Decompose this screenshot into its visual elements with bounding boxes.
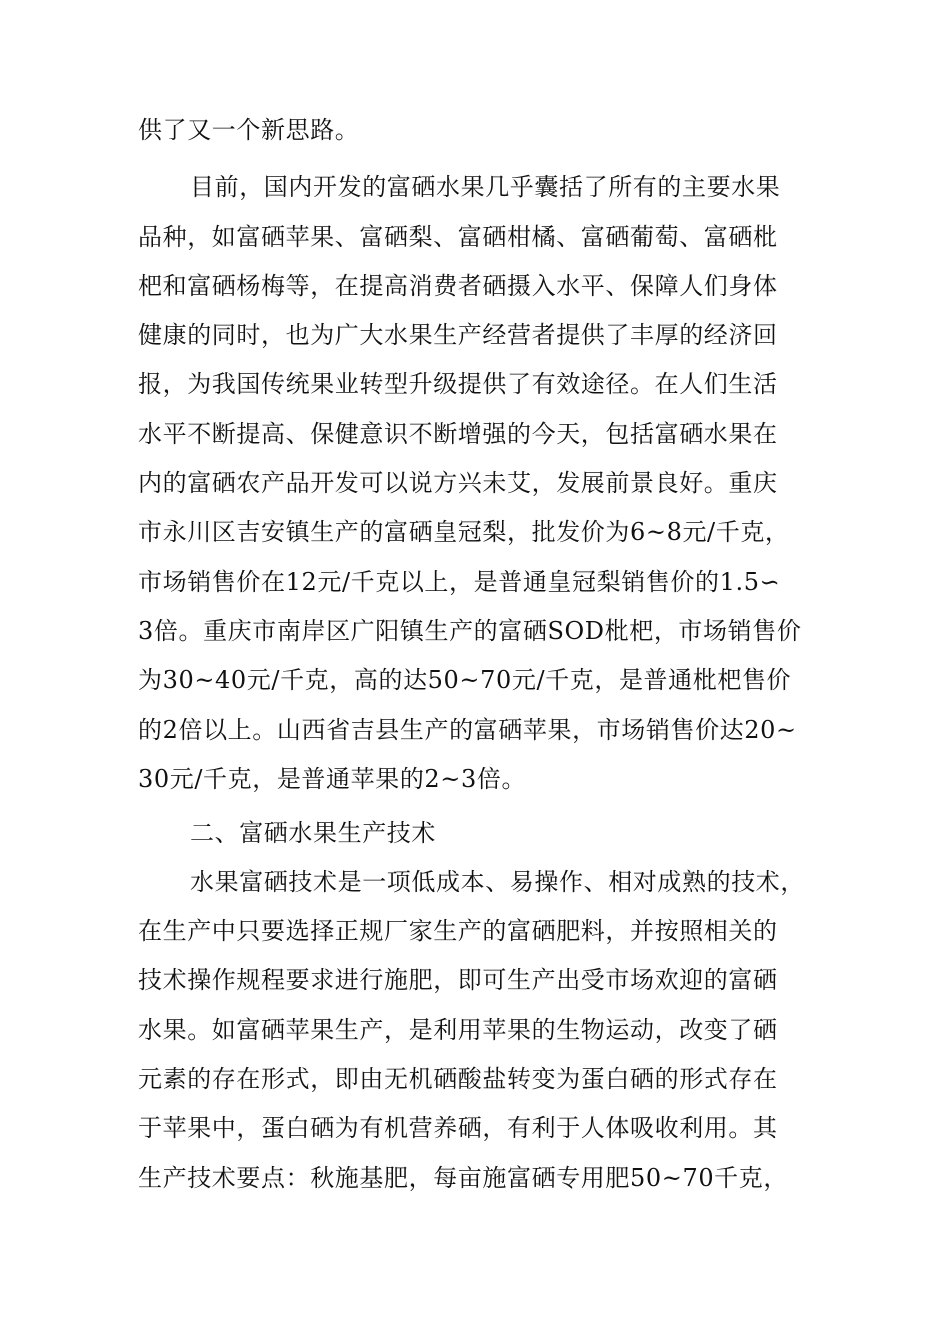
text-line-18: 技术操作规程要求进行施肥，即可生产出受市场欢迎的富硒 <box>138 966 778 994</box>
text-line-8: 内的富硒农产品开发可以说方兴未艾，发展前景良好。重庆 <box>138 469 778 497</box>
text-line-5: 健康的同时，也为广大水果生产经营者提供了丰厚的经济回 <box>138 321 778 349</box>
text-line-7: 水平不断提高、保健意识不断增强的今天，包括富硒水果在 <box>138 420 778 448</box>
text-line-9: 市永川区吉安镇生产的富硒皇冠梨，批发价为6~8元/千克， <box>138 518 790 546</box>
text-line-6: 报，为我国传统果业转型升级提供了有效途径。在人们生活 <box>138 370 778 398</box>
text-line-11: 3倍。重庆市南岸区广阳镇生产的富硒SOD枇杷，市场销售价 <box>138 617 802 645</box>
text-line-20: 元素的存在形式，即由无机硒酸盐转变为蛋白硒的形式存在 <box>138 1065 778 1093</box>
text-line-22: 生产技术要点：秋施基肥，每亩施富硒专用肥50~70千克， <box>138 1164 788 1192</box>
text-line-13: 的2倍以上。山西省吉县生产的富硒苹果，市场销售价达20~ <box>138 716 797 744</box>
text-line-2: 目前，国内开发的富硒水果几乎囊括了所有的主要水果 <box>190 173 781 201</box>
text-line-12: 为30~40元/千克，高的达50~70元/千克，是普通枇杷售价 <box>138 666 792 694</box>
text-line-1: 供了又一个新思路。 <box>138 116 360 144</box>
text-line-21: 于苹果中，蛋白硒为有机营养硒，有利于人体吸收利用。其 <box>138 1114 778 1142</box>
text-line-3: 品种，如富硒苹果、富硒梨、富硒柑橘、富硒葡萄、富硒枇 <box>138 223 778 251</box>
text-line-17: 在生产中只要选择正规厂家生产的富硒肥料，并按照相关的 <box>138 917 778 945</box>
text-line-14: 30元/千克，是普通苹果的2~3倍。 <box>138 765 527 793</box>
text-line-10: 市场销售价在12元/千克以上，是普通皇冠梨销售价的1.5∽ <box>138 568 781 596</box>
text-line-4: 杷和富硒杨梅等，在提高消费者硒摄入水平、保障人们身体 <box>138 272 778 300</box>
text-line-19: 水果。如富硒苹果生产，是利用苹果的生物运动，改变了硒 <box>138 1016 778 1044</box>
text-line-16: 水果富硒技术是一项低成本、易操作、相对成熟的技术， <box>190 868 805 896</box>
section-heading: 二、富硒水果生产技术 <box>190 819 436 847</box>
